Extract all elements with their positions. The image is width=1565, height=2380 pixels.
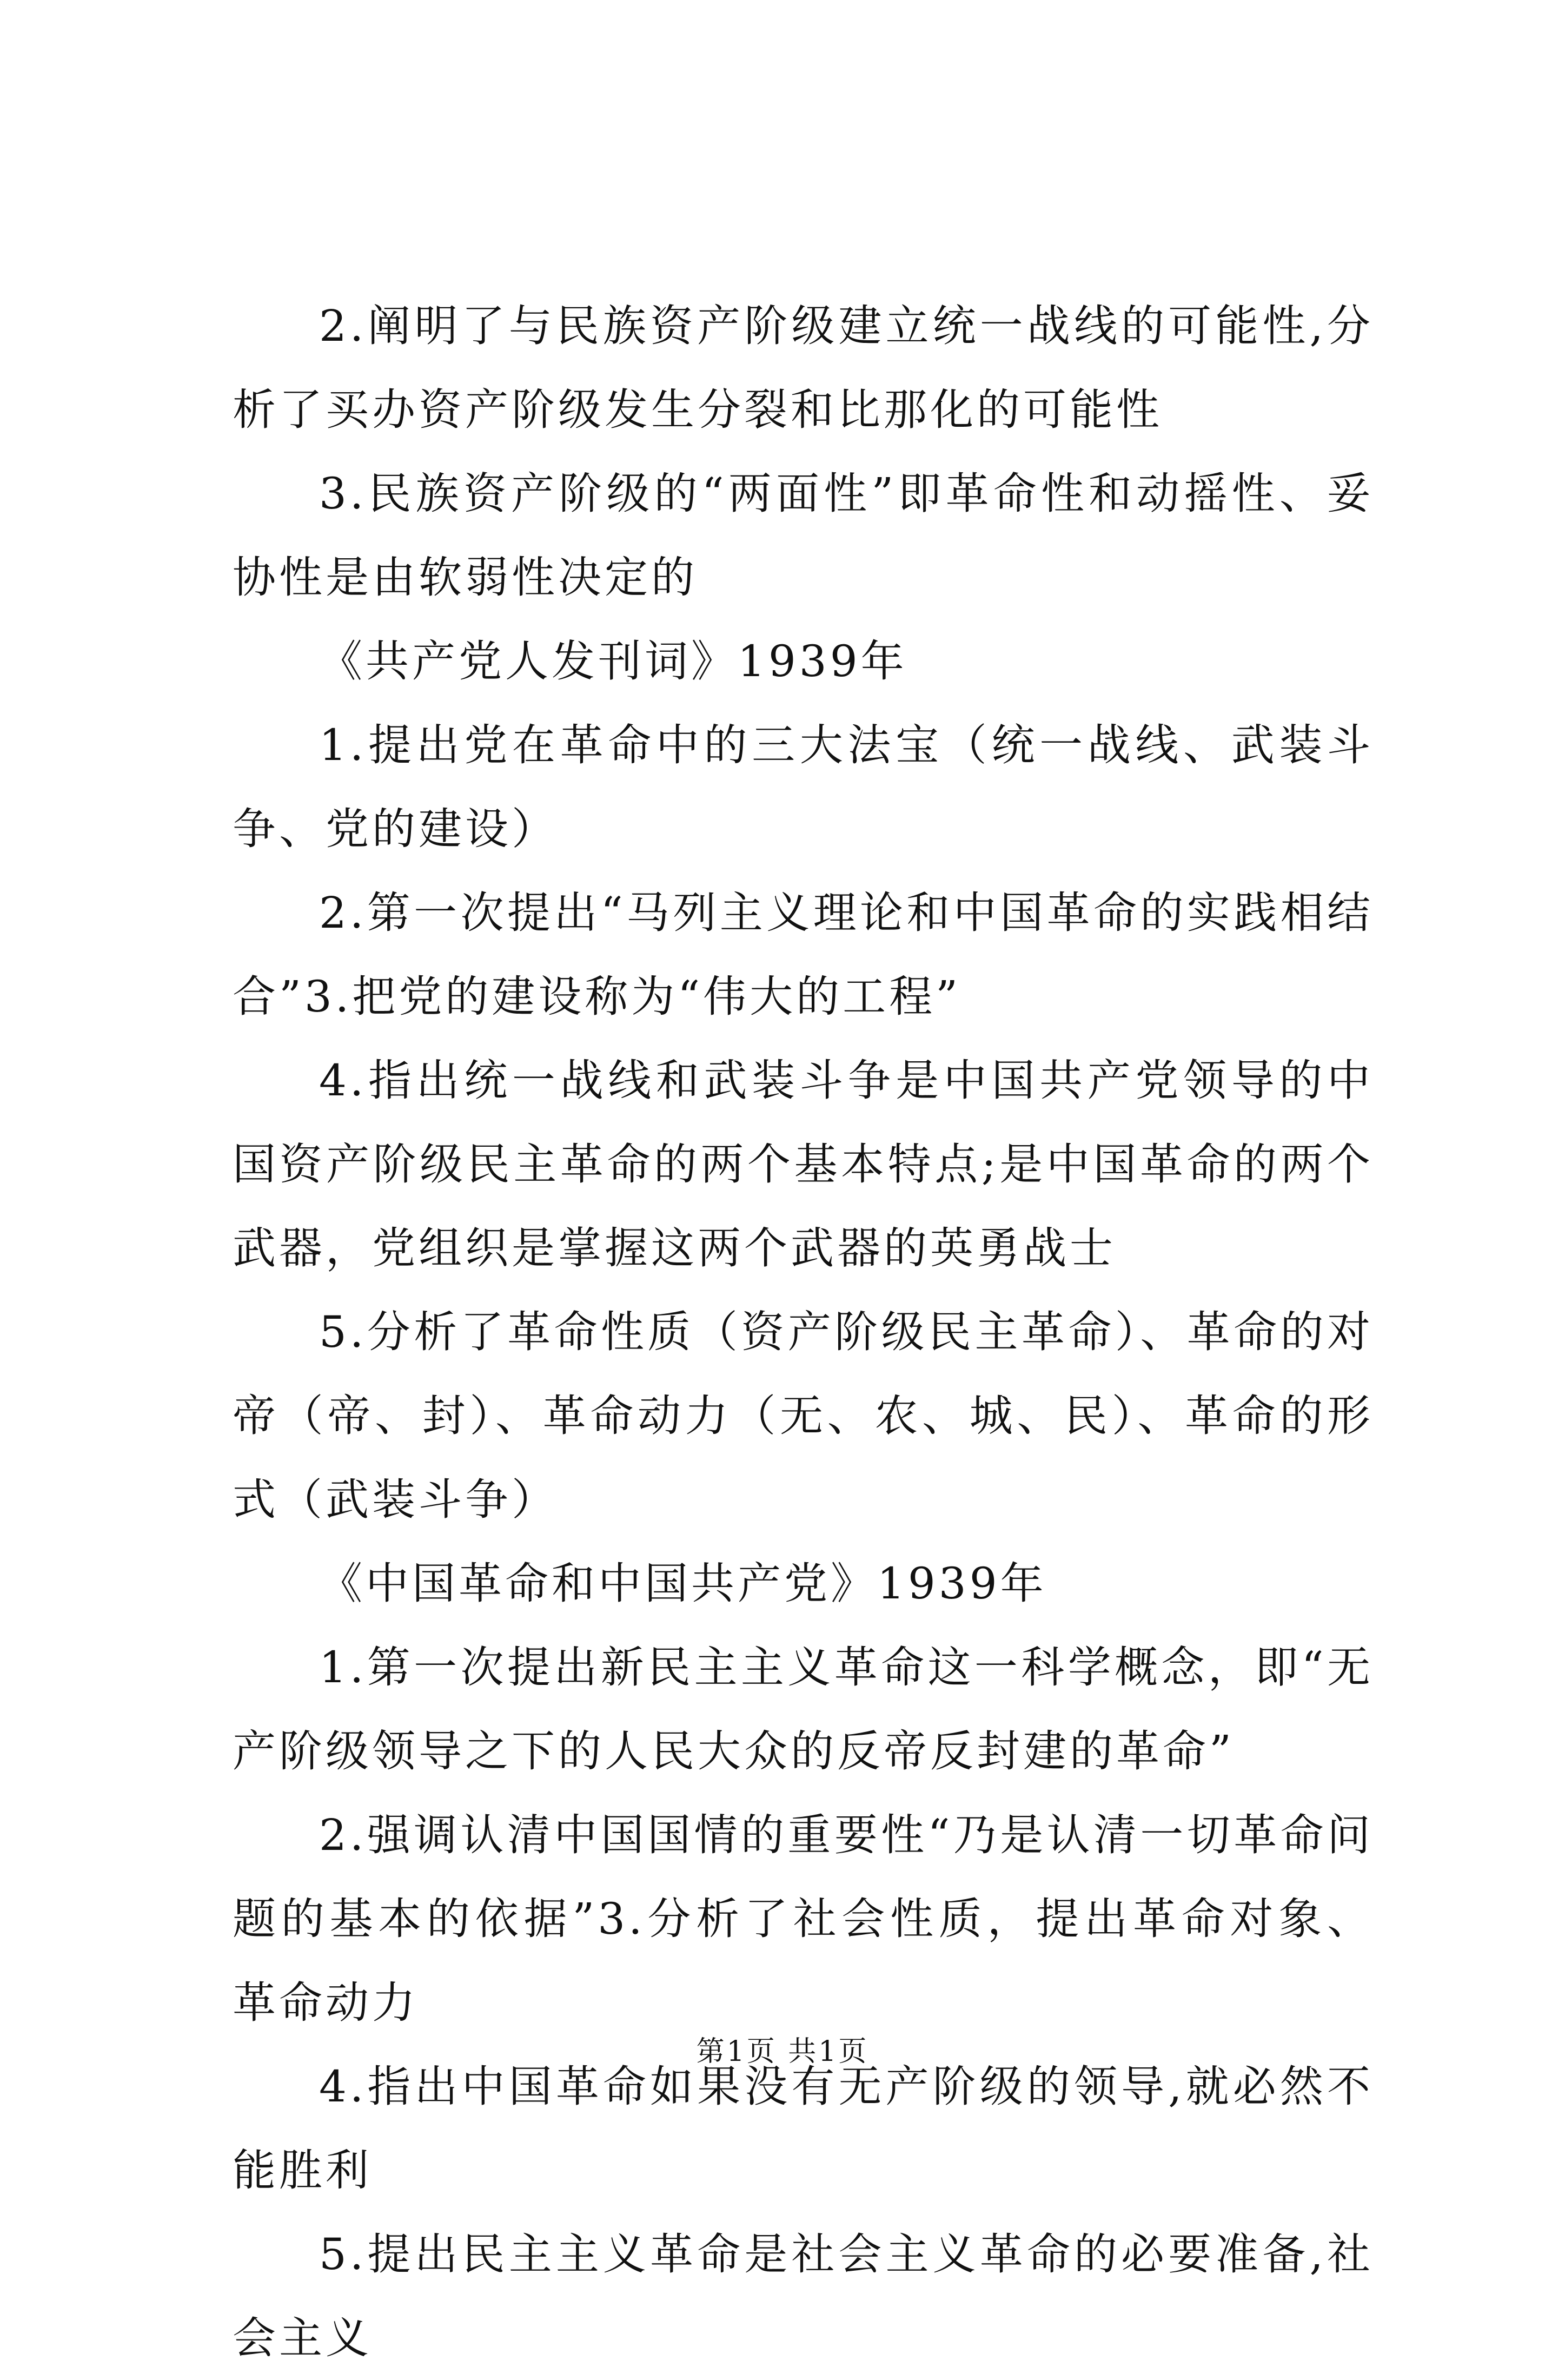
paragraph-8: 2.强调认清中国国情的重要性“乃是认清一切革命问题的基本的依据”3.分析了社会性质，提出革命对象、革命动力 — [233, 1810, 1374, 2028]
paragraph-9: 4.指出中国革命如果没有无产阶级的领导,就必然不能胜利 — [233, 2061, 1374, 2196]
section-heading-1: 《共产党人发刊词》1939年 — [319, 636, 907, 686]
paragraph-2: 3.民族资产阶级的“两面性”即革命性和动摇性、妥协性是由软弱性决定的 — [233, 468, 1374, 603]
paragraph-1: 2.阐明了与民族资产阶级建立统一战线的可能性,分析了买办资产阶级发生分裂和比那化的可能性 — [233, 301, 1374, 435]
paragraph-5: 4.指出统一战线和武装斗争是中国共产党领导的中国资产阶级民主革命的两个基本特点;是中国革命的两个武器，党组织是掌握这两个武器的英勇战士 — [233, 1055, 1374, 1273]
paragraph-6: 5.分析了革命性质（资产阶级民主革命）、革命的对帝（帝、封）、革命动力（无、农、城、民）、革命的形式（武装斗争） — [233, 1307, 1374, 1525]
paragraph-4: 2.第一次提出“马列主义理论和中国革命的实践相结合”3.把党的建设称为“伟大的工程” — [233, 888, 1374, 1022]
page-footer: 第1页 共1页 — [696, 2035, 869, 2068]
paragraph-7: 1.第一次提出新民主主义革命这一科学概念，即“无产阶级领导之下的人民大众的反帝反封建的革命” — [233, 1642, 1374, 1776]
paragraph-10: 5.提出民主主义革命是社会主义革命的必要准备,社会主义 — [233, 2229, 1374, 2363]
paragraph-3: 1.提出党在革命中的三大法宝（统一战线、武装斗争、党的建设） — [233, 720, 1374, 854]
section-heading-2: 《中国革命和中国共产党》1939年 — [319, 1558, 1047, 1609]
